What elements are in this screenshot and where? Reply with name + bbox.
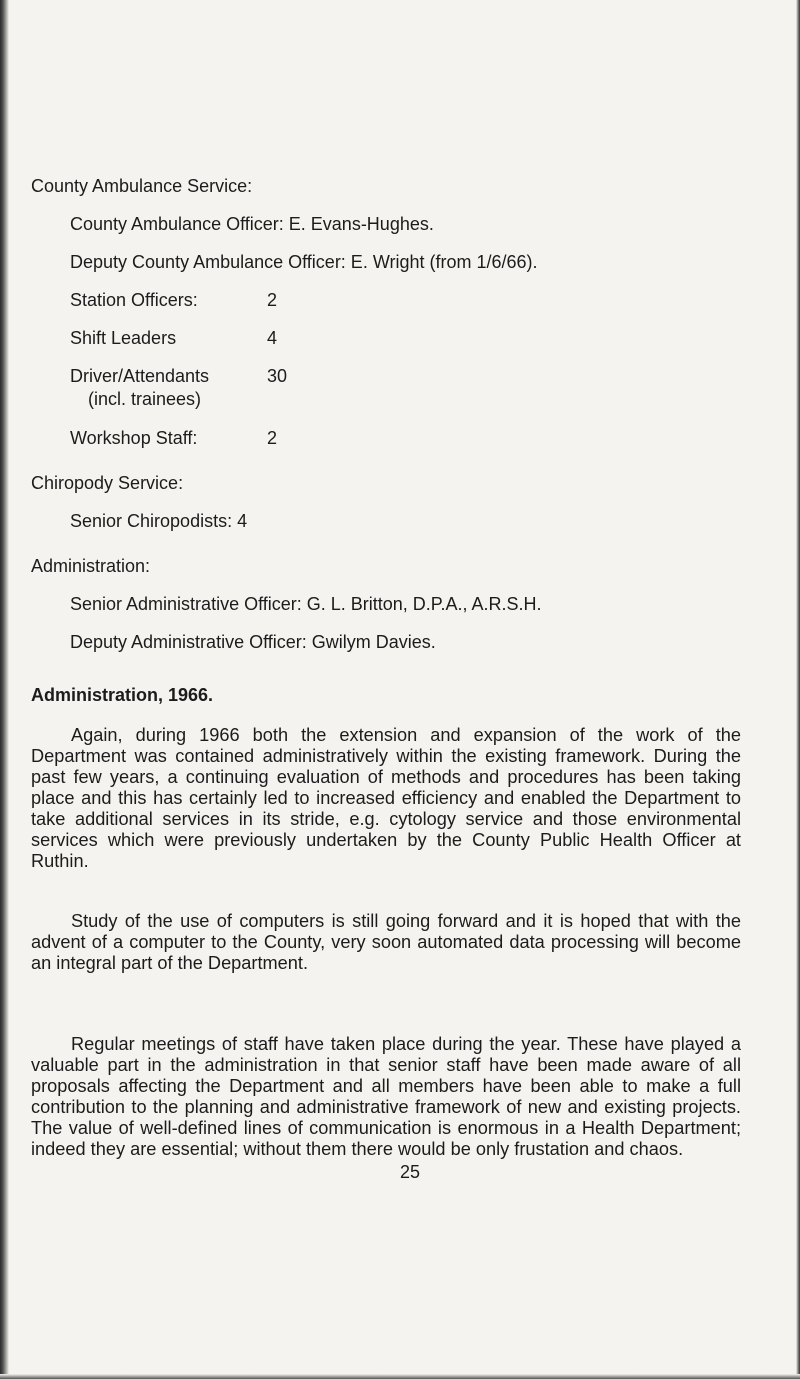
staff-row-label: Driver/Attendants <box>70 366 210 386</box>
deputy-administrative-officer: Deputy Administrative Officer: Gwilym Davies. <box>70 632 436 652</box>
senior-administrative-officer: Senior Administrative Officer: G. L. Britton, D.P.A., A.R.S.H. <box>70 594 542 614</box>
deputy-ambulance-officer: Deputy County Ambulance Officer: E. Wright (from 1/6/66). <box>70 252 538 272</box>
senior-chiropodists: Senior Chiropodists: 4 <box>70 511 248 531</box>
ambulance-officer: County Ambulance Officer: E. Evans-Hughes. <box>70 214 434 234</box>
staff-row-label: Station Officers: <box>70 290 198 310</box>
paragraph: Again, during 1966 both the extension and expansion of the work of the Department was contained administratively within the existing framework. During the past few years, a continuing evaluation of methods and procedures has been taking place and this has certainly led to increased efficiency and enabled the Department to take additional services in its stride, e.g. cytology service and those environmental services which were previously undertaken by the County Public Health Officer at Ruthin. <box>31 725 741 871</box>
page-number: 25 <box>400 1162 421 1182</box>
paragraph: Regular meetings of staff have taken place during the year. These have played a valuable part in the administration in that senior staff have been made aware of all proposals affecting the Department and all members have been able to make a full contribution to the planning and administrative framework of new and existing projects. The value of well-defined lines of communication is enormous in a Health Department; indeed they are essential; without them there would be only frustation and chaos. <box>31 1034 741 1159</box>
paragraph: Study of the use of computers is still going forward and it is hoped that with the advent of a computer to the County, very soon automated data processing will become an integral part of the Department. <box>31 911 741 973</box>
staff-row-count: 2 <box>267 428 278 448</box>
staff-row-count: 2 <box>267 290 278 310</box>
section-title: Administration, 1966. <box>31 685 214 705</box>
page-edge-left <box>0 0 9 1379</box>
ambulance-service-heading: County Ambulance Service: <box>31 176 253 196</box>
page-edge-bottom <box>0 1374 800 1379</box>
chiropody-service-heading: Chiropody Service: <box>31 473 184 493</box>
staff-row-label: Workshop Staff: <box>70 428 198 448</box>
administration-heading: Administration: <box>31 556 151 576</box>
staff-row-label: Shift Leaders <box>70 328 177 348</box>
staff-row-note: (incl. trainees) <box>88 389 202 409</box>
staff-row-count: 4 <box>267 328 278 348</box>
staff-row-count: 30 <box>267 366 288 386</box>
page-edge-right <box>796 0 800 1379</box>
